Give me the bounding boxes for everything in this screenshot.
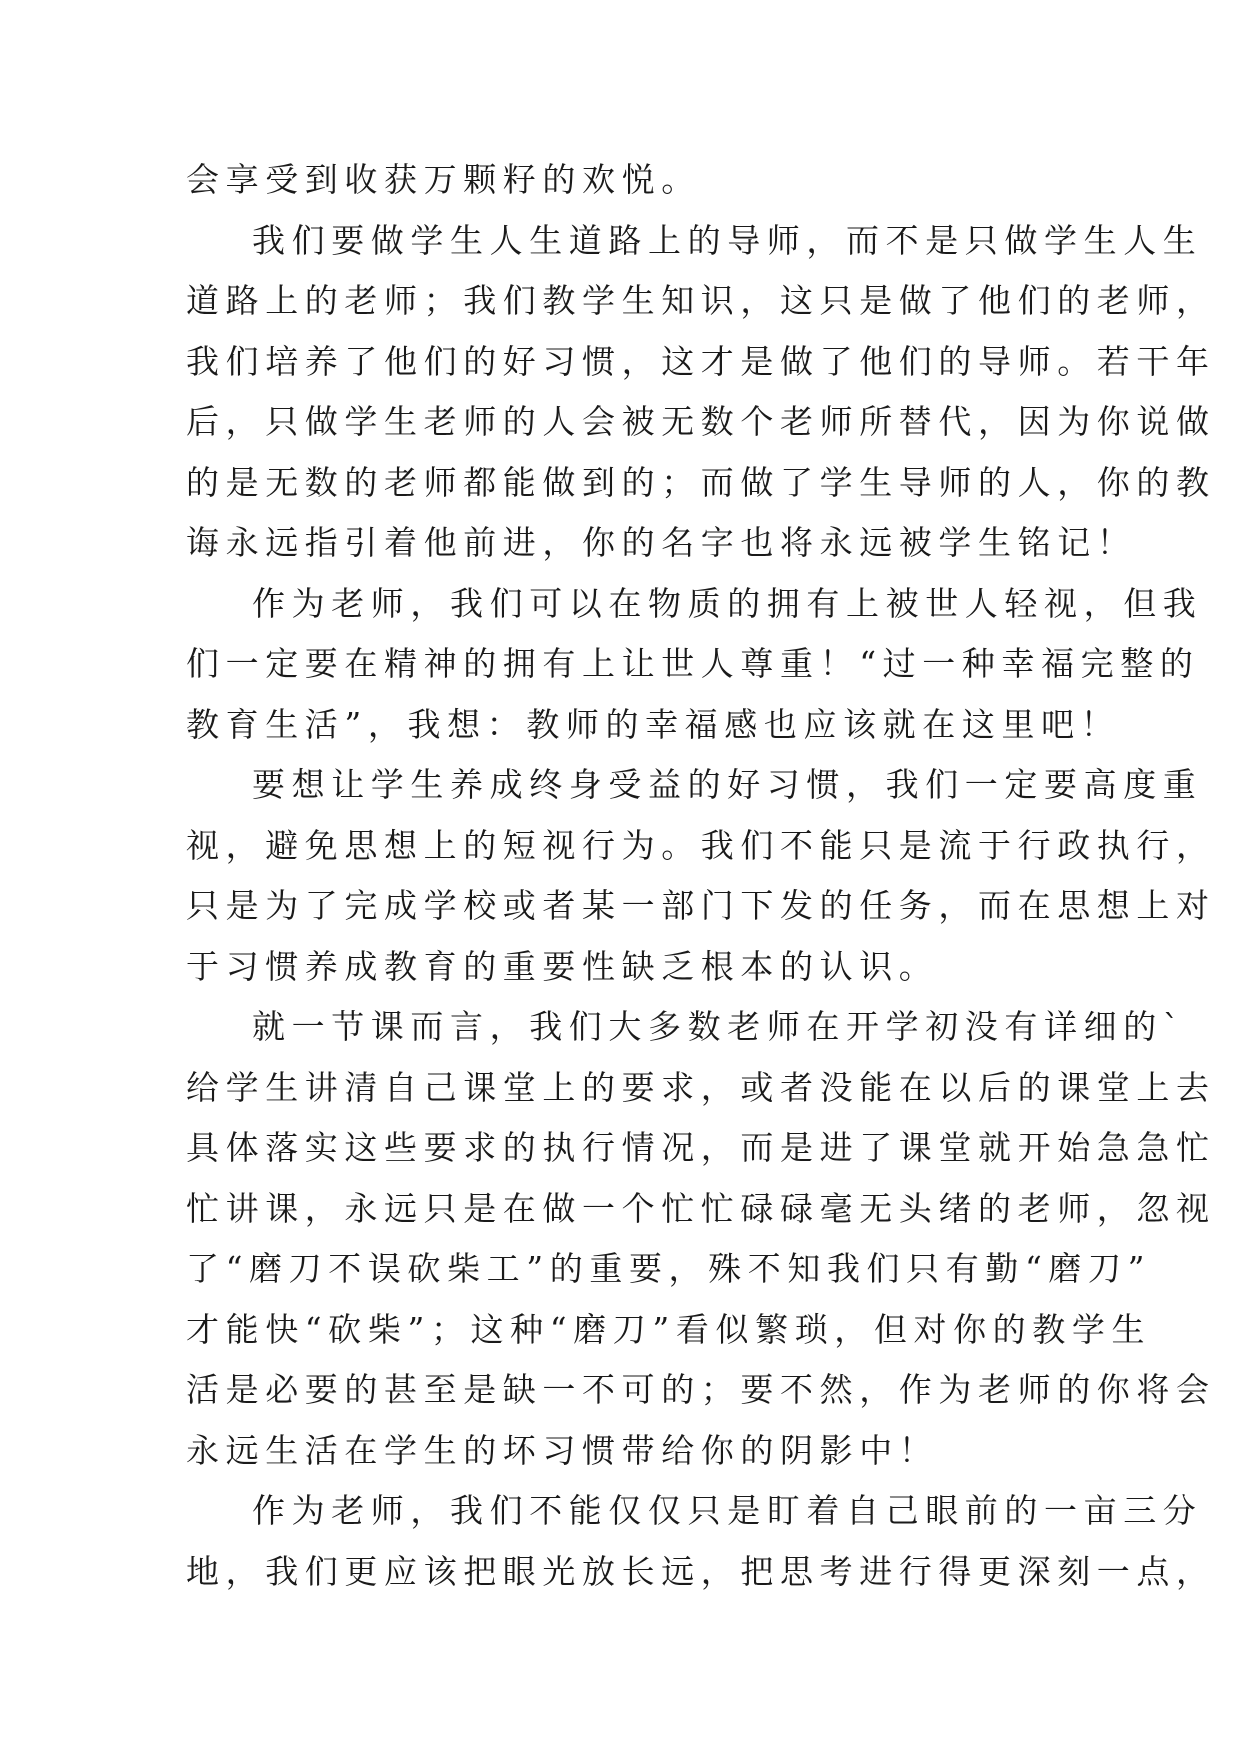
text-line: 们一定要在精神的拥有上让世人尊重！“过一种幸福完整的 — [186, 644, 1200, 683]
text-line: 了“磨刀不误砍柴工”的重要，殊不知我们只有勤“磨刀” — [186, 1249, 1152, 1288]
text-line: 只是为了完成学校或者某一部门下发的任务，而在思想上对 — [186, 886, 1216, 925]
text-line: 具体落实这些要求的执行情况，而是进了课堂就开始急急忙 — [186, 1128, 1216, 1167]
text-line: 永远生活在学生的坏习惯带给你的阴影中！ — [186, 1430, 939, 1470]
text-line: 诲永远指引着他前进，你的名字也将永远被学生铭记！ — [186, 523, 1137, 562]
text-line: 忙讲课，永远只是在做一个忙忙碌碌毫无头绪的老师，忽视 — [186, 1188, 1216, 1228]
paragraph-first-line: 作为老师，我们可以在物质的拥有上被世人轻视，但我 — [252, 583, 1203, 623]
text-line: 地，我们更应该把眼光放长远，把思考进行得更深刻一点， — [186, 1551, 1216, 1591]
text-line: 活是必要的甚至是缺一不可的；要不然，作为老师的你将会 — [186, 1370, 1216, 1409]
text-line: 才能快“砍柴”；这种“磨刀”看似繁琐，但对你的教学生 — [186, 1309, 1152, 1349]
paragraph-first-line: 就一节课而言，我们大多数老师在开学初没有详细的` — [252, 1007, 1186, 1046]
text-line: 于习惯养成教育的重要性缺乏根本的认识。 — [186, 946, 939, 986]
paragraph-first-line: 要想让学生养成终身受益的好习惯，我们一定要高度重 — [252, 765, 1203, 804]
text-line: 的是无数的老师都能做到的；而做了学生导师的人，你的教 — [186, 462, 1216, 502]
text-line: 我们培养了他们的好习惯，这才是做了他们的导师。若干年 — [186, 341, 1216, 381]
text-line: 给学生讲清自己课堂上的要求，或者没能在以后的课堂上去 — [186, 1067, 1216, 1107]
text-line: 会享受到收获万颗籽的欢悦。 — [186, 160, 701, 199]
paragraph-first-line: 作为老师，我们不能仅仅只是盯着自己眼前的一亩三分 — [252, 1491, 1203, 1530]
text-line: 视，避免思想上的短视行为。我们不能只是流于行政执行， — [186, 825, 1216, 865]
text-line: 后，只做学生老师的人会被无数个老师所替代，因为你说做 — [186, 402, 1216, 441]
text-line: 道路上的老师；我们教学生知识，这只是做了他们的老师， — [186, 281, 1216, 320]
paragraph-first-line: 我们要做学生人生道路上的导师，而不是只做学生人生 — [252, 220, 1203, 260]
body-text — [186, 150, 1216, 1602]
text-line: 教育生活”，我想：教师的幸福感也应该就在这里吧！ — [186, 704, 1121, 744]
